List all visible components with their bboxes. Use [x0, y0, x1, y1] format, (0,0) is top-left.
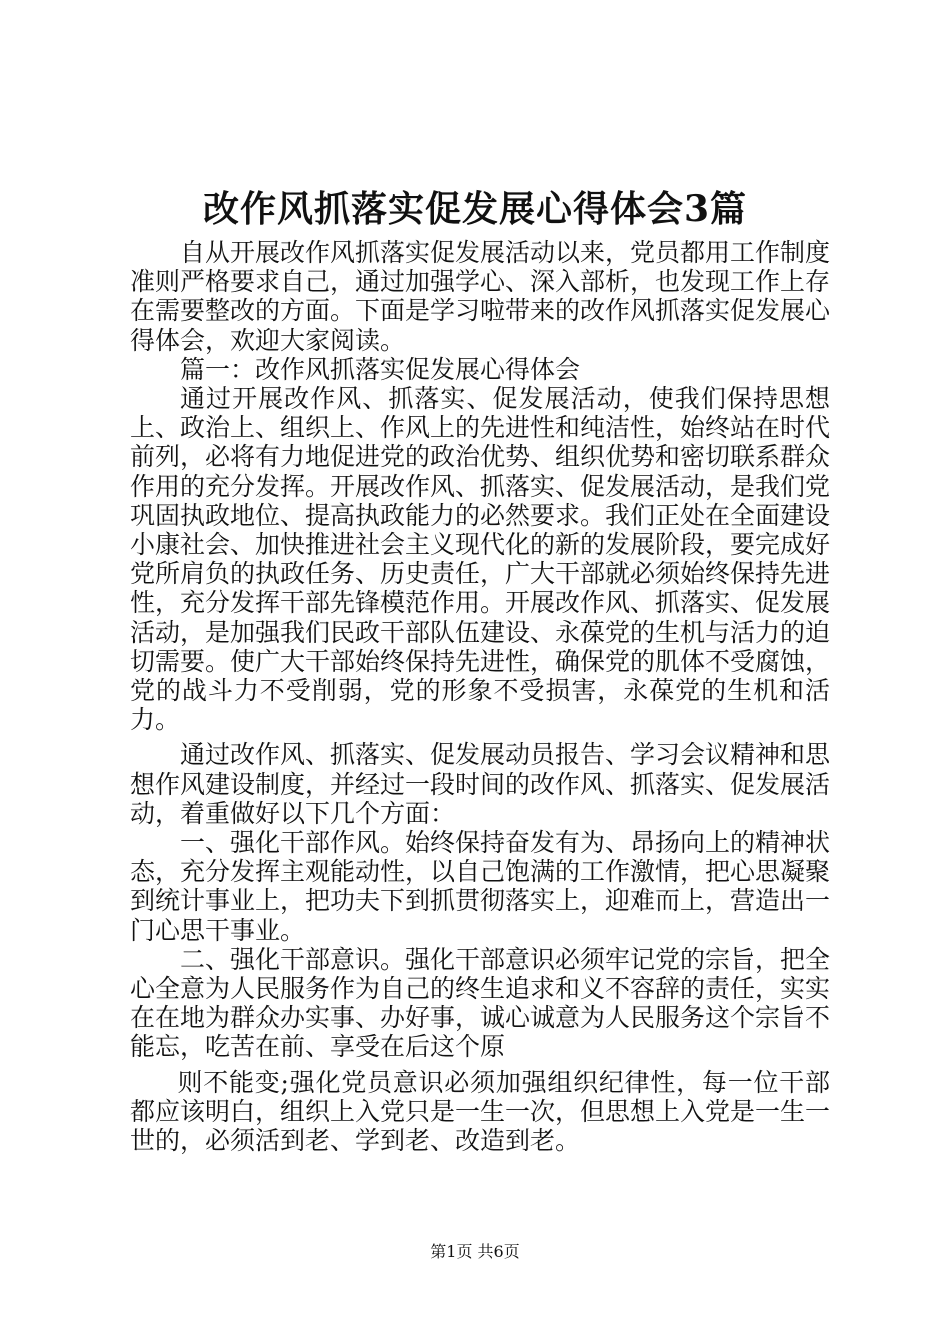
page-footer: 第1页 共6页 [430, 1242, 520, 1261]
body-paragraph: 通过开展改作风、抓落实、促发展活动，使我们保持思想上、政治上、组织上、作风上的先进性和纯洁性，始终站在时代前列，必将有力地促进党的政治优势、组织优势和密切联系群众作用的充分发挥。开展改作风、抓落实、促发展活动，是我们党巩固执政地位、提高执政能力的必然要求。我们正处在全面建设小康社会、加快推进社会主义现代化的新的发展阶段，要完成好党所肩负的执政任务、历史责任，广大干部就必须始终保持先进性，充分发挥干部先锋模范作用。开展改作风、抓落实、促发展活动，是加强我们民政干部队伍建设、永葆党的生机与活力的迫切需要。使广大干部始终保持先进性，确保党的肌体不受腐蚀，党的战斗力不受削弱，党的形象不受损害，永葆党的生机和活力。 [130, 384, 831, 735]
body-paragraph: 一、强化干部作风。始终保持奋发有为、昂扬向上的精神状态，充分发挥主观能动性，以自己饱满的工作激情，把心思凝聚到统计事业上，把功夫下到抓贯彻落实上，迎难而上，营造出一门心思干事业。 [130, 828, 831, 945]
document-body [130, 238, 830, 1155]
section-heading: 篇一：改作风抓落实促发展心得体会 [180, 354, 581, 384]
body-paragraph: 二、强化干部意识。强化干部意识必须牢记党的宗旨，把全心全意为人民服务作为自己的终生追求和义不容辞的责任，实实在在地为群众办实事、办好事，诚心诚意为人民服务这个宗旨不能忘，吃苦在前、享受在后这个原 [130, 944, 831, 1062]
body-paragraph: 通过改作风、抓落实、促发展动员报告、学习会议精神和思想作风建设制度，并经过一段时间的改作风、抓落实、促发展活动，着重做好以下几个方面： [130, 740, 831, 828]
intro-paragraph: 自从开展改作风抓落实促发展活动以来，党员都用工作制度准则严格要求自己，通过加强学心、深入部析，也发现工作上存在需要整改的方面。下面是学习啦带来的改作风抓落实促发展心得体会，欢迎大家阅读。 [130, 238, 831, 355]
body-paragraph: 则不能变;强化党员意识必须加强组织纪律性，每一位干部都应该明白，组织上入党只是一生一次，但思想上入党是一生一世的，必须活到老、学到老、改造到老。 [130, 1067, 831, 1156]
document-title: 改作风抓落实促发展心得体会3篇 [202, 188, 748, 230]
